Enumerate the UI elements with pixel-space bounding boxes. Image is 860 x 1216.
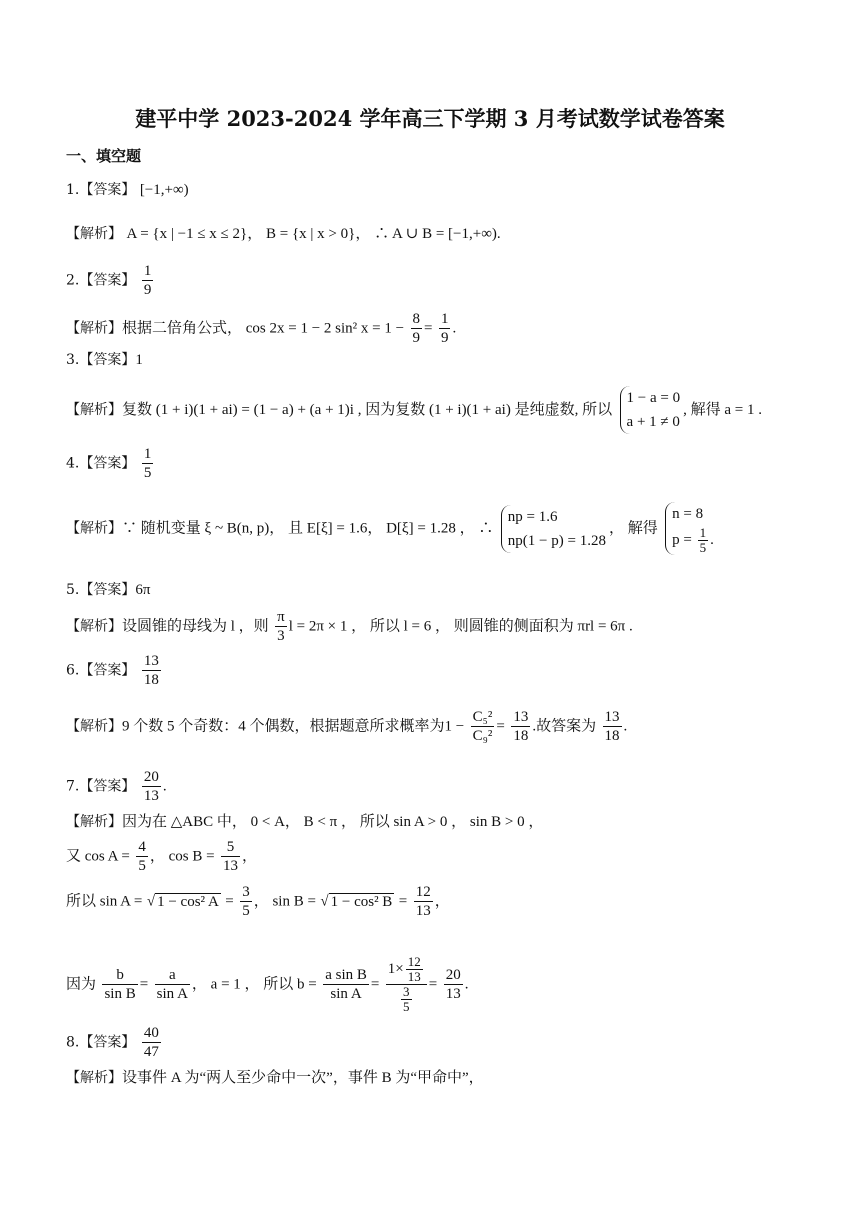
q8-number: 8. <box>66 1034 80 1051</box>
page-title: 建平中学 2023-2024 学年高三下学期 3 月考试数学试卷答案 <box>135 106 725 131</box>
q2-analysis-line: 【解析】根据二倍角公式， cos 2x = 1 − 2 sin² x = 1 − $\frac{8}{9}$ = $\frac{1}{9}$ . <box>66 311 457 346</box>
q4-analysis-mid: ， 解得 <box>608 520 658 537</box>
numerator: 1 <box>143 263 152 279</box>
q7-radicand-1: 1 − cos² A <box>157 893 219 910</box>
analysis-tag: 【解析】 <box>66 402 122 418</box>
answer-tag: 【答案】 <box>79 1034 136 1051</box>
denominator: 9 <box>143 282 152 298</box>
q3-number: 3. <box>66 352 80 368</box>
q7-law-of-sines-right <box>155 966 190 1003</box>
q4-answer-fraction <box>142 445 154 482</box>
system-line: np(1 − p) = 1.28 <box>507 532 606 549</box>
numerator: 1× $\frac{12}{13}$ <box>386 955 427 985</box>
analysis-tag: 【解析】 <box>66 226 122 242</box>
q8-answer-fraction <box>142 1024 161 1061</box>
denominator: 18 <box>513 728 529 744</box>
system-line: np = 1.6 <box>507 508 558 525</box>
q3-analysis-line <box>66 386 762 434</box>
numerator: 1 <box>143 446 152 462</box>
q4-number: 4. <box>66 455 80 472</box>
answer-tag: 【答案】 <box>79 272 136 289</box>
numerator: 13 <box>604 709 620 725</box>
q1-analysis-line <box>66 224 501 244</box>
q6-number: 6. <box>66 662 80 679</box>
numerator: 13 <box>143 653 159 669</box>
answer-tag: 【答案】 <box>79 582 136 598</box>
numerator: 13 <box>513 709 529 725</box>
denominator: 18 <box>143 672 159 688</box>
q5-answer: 6π <box>135 582 151 598</box>
denominator: 5 <box>242 903 250 919</box>
q6-combination-fraction <box>471 708 495 745</box>
q6-fraction <box>511 708 530 745</box>
q7-cosB-fraction <box>221 838 240 875</box>
q6-answer-fraction <box>142 652 161 689</box>
numerator: 12 <box>415 884 431 900</box>
analysis-tag: 【解析】 <box>66 618 122 635</box>
denominator: 5 <box>138 858 146 874</box>
denominator: sin B <box>104 986 136 1002</box>
numerator: π <box>277 609 285 625</box>
q6-answer-line <box>66 652 163 689</box>
q2-answer-fraction <box>142 262 154 299</box>
q3-analysis-result: , 解得 a = 1 . <box>683 402 762 418</box>
answer-tag: 【答案】 <box>79 778 136 795</box>
q6-analysis-line: 【解析】9 个数 5 个奇数：4 个偶数，根据题意所求概率为1 − $\frac{\text{C₅²}}{\text{C₉²}}$ = $\frac{13}{18}$ .故答案为 $\frac{13}{18}$ . <box>66 709 628 744</box>
q7-cosA-fraction <box>136 838 148 875</box>
numerator: 5 <box>221 838 240 857</box>
denominator: 13 <box>223 858 239 874</box>
q7-analysis-4-text: 因为 <box>66 976 97 993</box>
q1-number: 1. <box>66 182 80 198</box>
q5-fraction <box>275 608 287 645</box>
q7-analysis-1: 因为在 △ABC 中， 0 < A， B < π ， 所以 sin A > 0 ， sin B > 0 ， <box>122 814 544 830</box>
analysis-tag: 【解析】 <box>66 814 122 830</box>
denominator: sin A <box>156 986 188 1002</box>
numerator: 1 <box>440 311 449 327</box>
denominator: 13 <box>415 903 431 919</box>
system-line: 1 − a = 0 <box>626 390 681 406</box>
denominator: 5 <box>699 540 707 555</box>
numerator: 20 <box>143 769 159 785</box>
denominator: 18 <box>604 728 620 744</box>
q4-analysis-text: ∵ 随机变量 ξ ~ B(n, p)， 且 E[ξ] = 1.6， D[ξ] = 1.28 ， ∴ <box>122 520 494 537</box>
system-line: p = $\frac{1}{5}$ . <box>672 525 714 555</box>
q7-sinA-fraction <box>240 883 252 920</box>
q3-answer: 1 <box>135 352 143 368</box>
numerator: 20 <box>445 967 461 983</box>
numerator: 8 <box>412 311 421 327</box>
denominator: 47 <box>143 1044 159 1060</box>
answer-tag: 【答案】 <box>79 455 136 472</box>
q4-p-fraction <box>698 526 709 555</box>
q7-analysis-3-mid: ， sin B = <box>253 893 316 910</box>
q4-answer-line <box>66 445 155 482</box>
analysis-tag: 【解析】 <box>66 718 122 735</box>
q7-analysis-4-mid: ， a = 1 ， 所以 b = <box>191 976 317 993</box>
q6-analysis-mid: .故答案为 <box>532 718 597 735</box>
q1-analysis: A = {x | −1 ≤ x ≤ 2}， B = {x | x > 0}， ∴ A ∪ B = [−1,+∞). <box>126 226 501 242</box>
q7-answer-fraction <box>142 768 161 805</box>
q3-answer-line <box>66 350 143 370</box>
numerator: a <box>155 966 190 985</box>
q1-answer-line <box>66 180 189 200</box>
q5-analysis-line <box>66 608 633 645</box>
q8-analysis-line <box>66 1068 484 1088</box>
q7-analysis-3-text: 所以 sin A = <box>66 893 143 910</box>
q2-fraction-2 <box>439 310 451 347</box>
denominator: 9 <box>412 330 421 346</box>
answer-tag: 【答案】 <box>79 352 136 368</box>
q7-analysis-line-4: 因为 $\frac{b}{\text{sin B}}$ = $\frac{a}{\text{sin A}}$ ， a = 1 ， 所以 b = $\frac{\text{a sin B}}{\text{sin A}}$ = 1× $\frac{12}{13}$ $\frac{3}{5}$ = $\frac{20}{13}$ . <box>66 954 469 1014</box>
q2-analysis-text: 根据二倍角公式， cos 2x = 1 − 2 sin² x = 1 − <box>122 320 405 337</box>
denominator: 9 <box>440 330 449 346</box>
q7-b-fraction <box>323 966 369 1003</box>
denominator: C₉² <box>472 728 493 744</box>
numerator: 4 <box>138 839 146 855</box>
q5-analysis-text: 设圆锥的母线为 l ，则 <box>122 618 269 635</box>
q7-inner-fraction-bottom: $\frac{3}{5}$ <box>403 984 410 1014</box>
system-line: a + 1 ≠ 0 <box>626 414 680 430</box>
q7-radicand-2: 1 − cos² B <box>330 893 393 910</box>
numerator: C₅² <box>472 709 493 725</box>
denominator: 5 <box>143 465 152 481</box>
q2-fraction-1 <box>411 310 423 347</box>
q3-analysis-text: 复数 (1 + i)(1 + ai) = (1 − a) + (a + 1)i , 因为复数 (1 + i)(1 + ai) 是纯虚数, 所以 <box>122 402 613 418</box>
q6-analysis-text: 9 个数 5 个奇数：4 个偶数，根据题意所求概率为1 − <box>122 718 465 735</box>
numerator: b <box>102 966 137 985</box>
q7-number: 7. <box>66 778 80 795</box>
q7-analysis-line-2: 又 cos A = $\frac{4}{5}$ ， cos B = $\frac{5}{13}$ ， <box>66 839 258 874</box>
answer-tag: 【答案】 <box>79 182 136 198</box>
numerator: 3 <box>242 884 250 900</box>
q3-equation-system <box>620 386 681 434</box>
q5-answer-line <box>66 580 150 600</box>
q4-analysis-line <box>66 502 717 555</box>
denominator: 13 <box>143 788 159 804</box>
numerator: a sin B <box>325 967 367 983</box>
system-line: n = 8 <box>672 506 704 522</box>
q8-analysis: 设事件 A 为“两人至少命中一次”，事件 B 为“甲命中”， <box>122 1070 484 1086</box>
q2-answer-line <box>66 262 155 299</box>
q7-answer-line: 7.【答案】 $\frac{20}{13}$ . <box>66 769 167 804</box>
section-heading: 一、填空题 <box>66 147 142 165</box>
denominator <box>386 985 427 1014</box>
q7-analysis-line-3: 所以 sin A = √ 1 − cos² A = $\frac{3}{5}$ ， sin B = √ 1 − cos² B = $\frac{12}{13}$ ， <box>66 884 450 919</box>
denominator: 3 <box>277 628 285 644</box>
numerator: 1 <box>699 525 707 540</box>
q5-number: 5. <box>66 582 80 598</box>
q7-analysis-2-mid: ， cos B = <box>149 848 215 865</box>
q1-answer: [−1,+∞) <box>139 182 189 198</box>
q7-compound-fraction <box>386 955 427 1014</box>
numerator: 40 <box>143 1025 159 1041</box>
q6-result-fraction <box>603 708 622 745</box>
denominator: 13 <box>445 986 461 1002</box>
q4-equation-system <box>501 505 606 553</box>
q7-analysis-line-1 <box>66 812 543 832</box>
q7-law-of-sines-left <box>102 966 137 1003</box>
q2-number: 2. <box>66 272 80 289</box>
q8-answer-line <box>66 1024 163 1061</box>
q7-result-fraction <box>444 966 463 1003</box>
q7-inner-fraction-top: $\frac{12}{13}$ <box>407 954 421 984</box>
analysis-tag: 【解析】 <box>66 320 122 337</box>
analysis-tag: 【解析】 <box>66 520 122 537</box>
denominator: sin A <box>330 986 362 1002</box>
q7-sinB-fraction <box>414 883 433 920</box>
analysis-tag: 【解析】 <box>66 1070 122 1086</box>
q5-analysis-result: l = 2π × 1 ， 所以 l = 6 ， 则圆锥的侧面积为 πrl = 6π . <box>288 618 633 635</box>
answer-tag: 【答案】 <box>79 662 136 679</box>
q4-solution-system <box>665 502 714 555</box>
q7-analysis-2-text: 又 cos A = <box>66 848 130 865</box>
